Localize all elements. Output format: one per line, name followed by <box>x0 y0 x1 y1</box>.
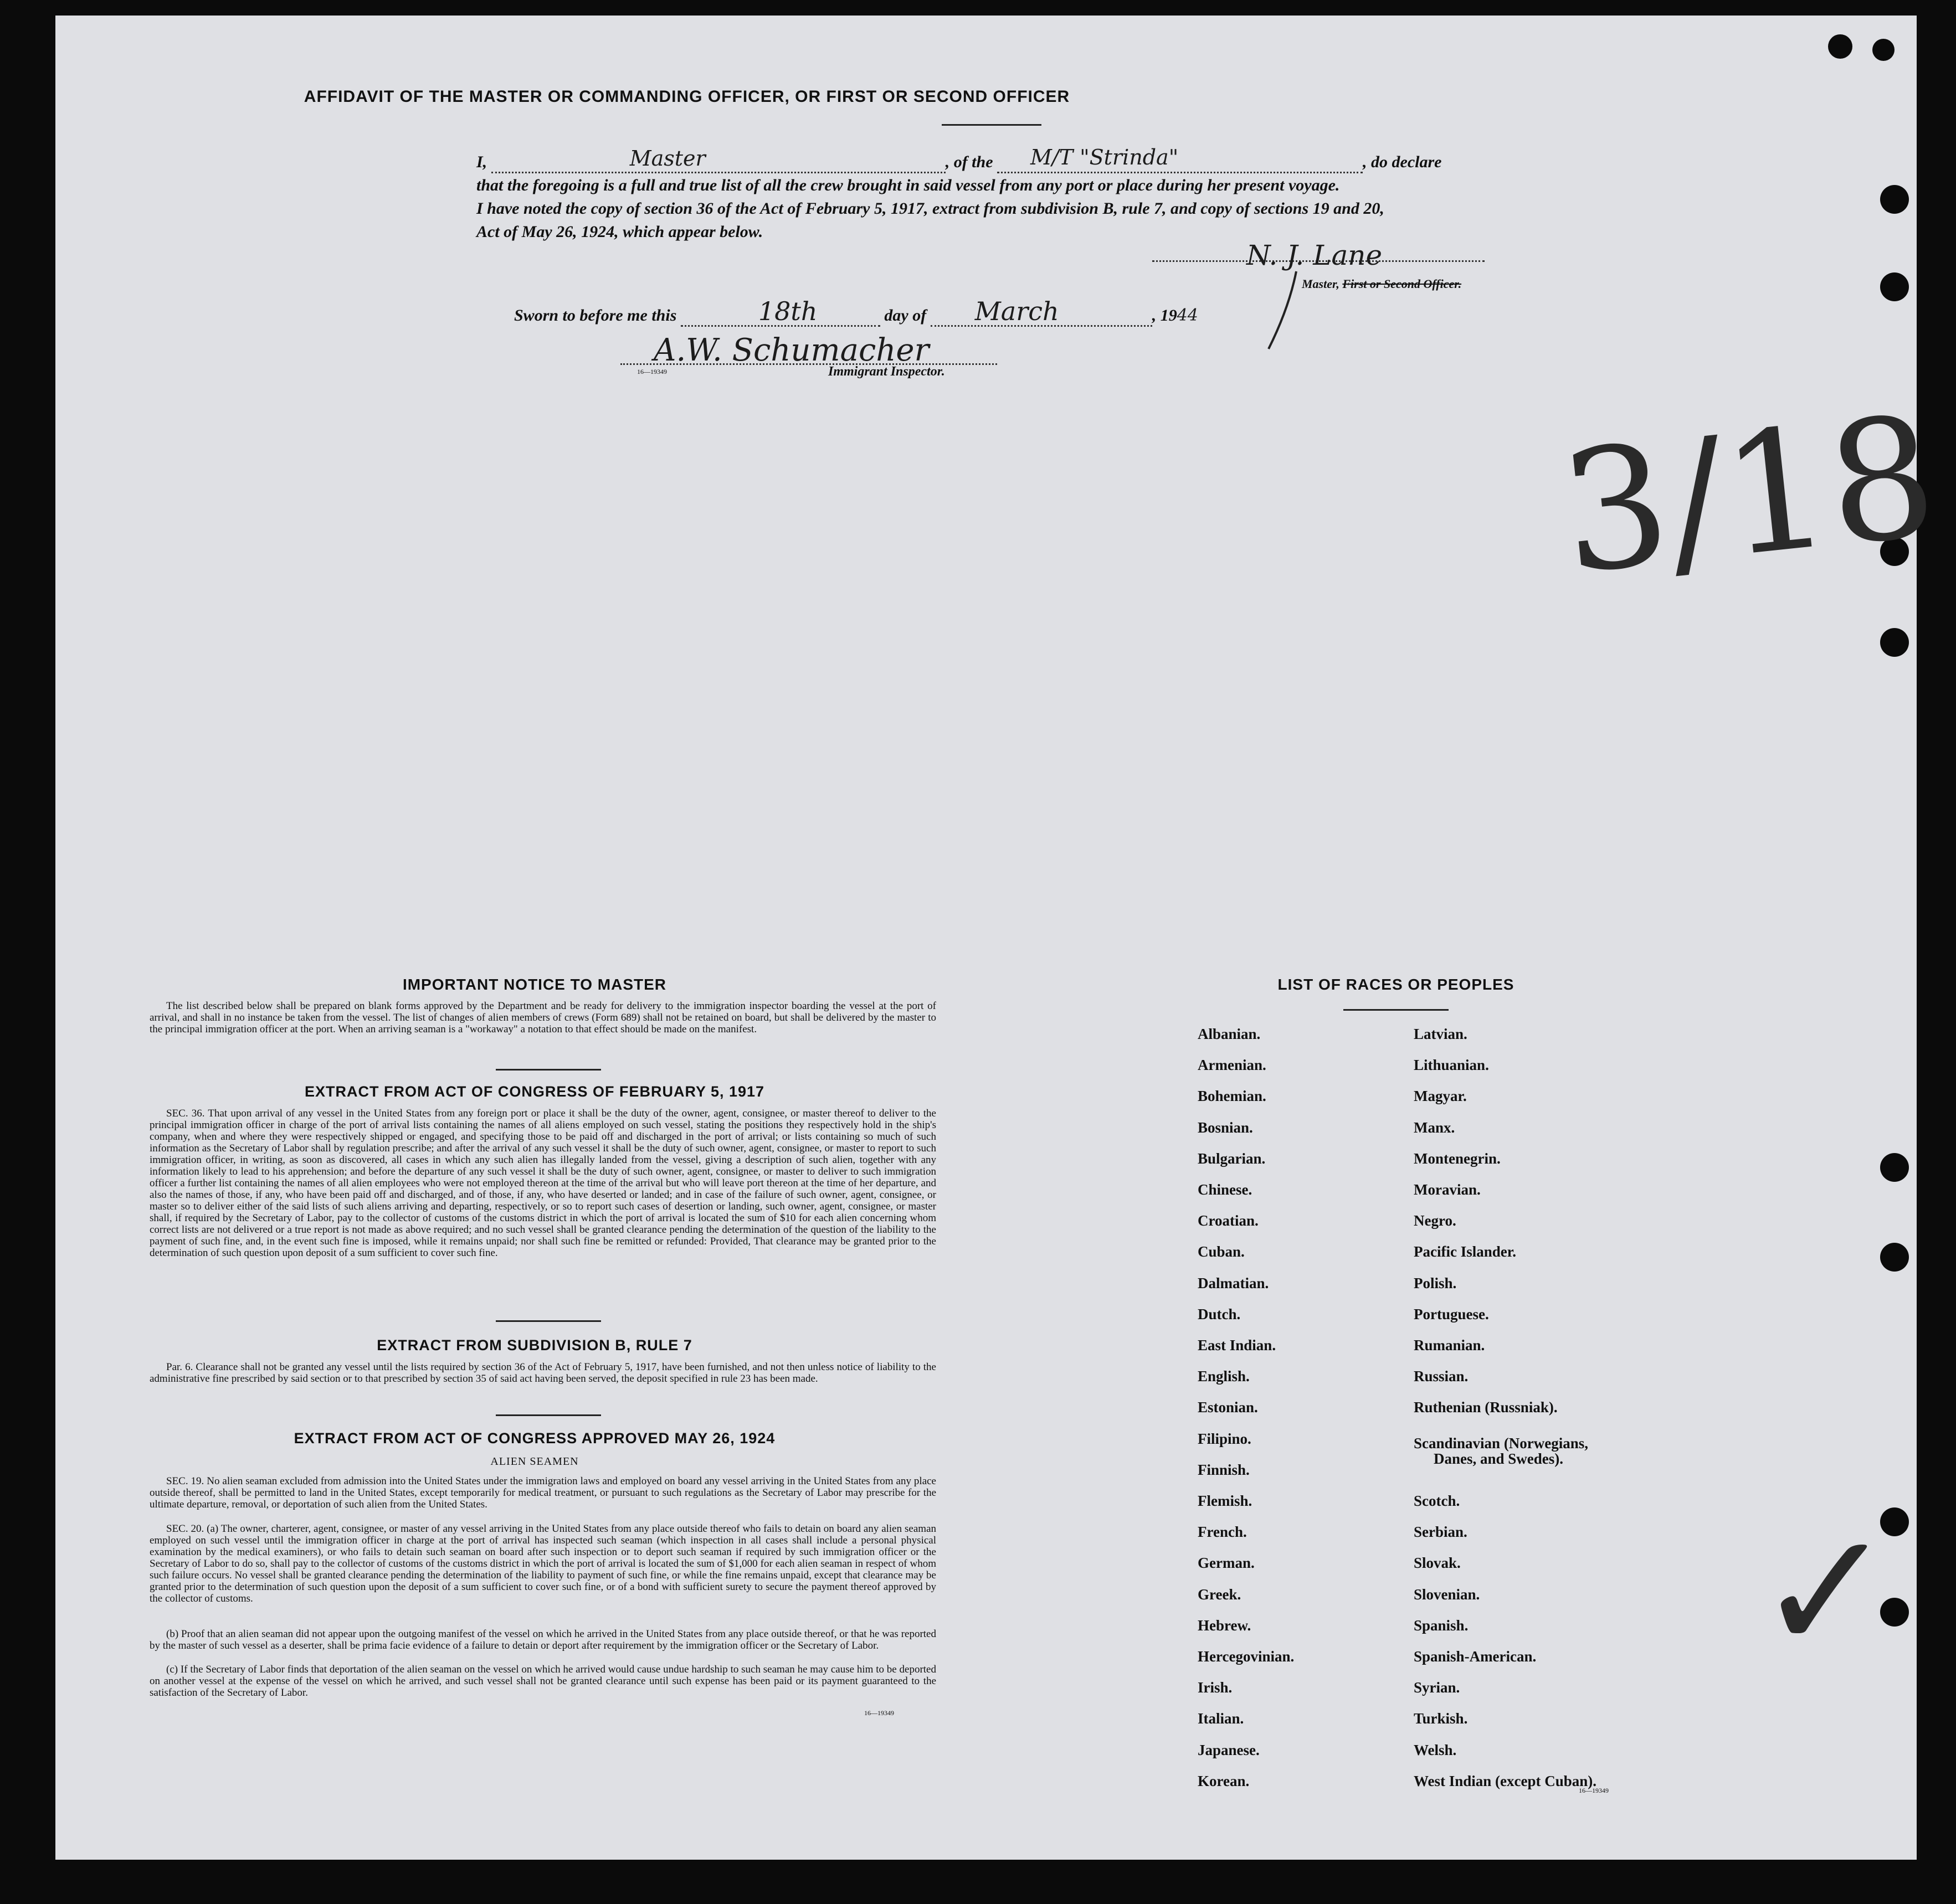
punch-hole <box>1828 34 1852 59</box>
extract3-sec20c: (c) If the Secretary of Labor finds that deportation of the alien seaman on the vessel on which he arrived would cause undue hardship to such seaman he may cause him to be deported on another vessel at the expense of the vessel on which he arrived, and such vessel shall not be granted clearance until such expense has been paid or its payment guaranteed to the satisfaction of the Secretary of Labor. <box>150 1664 936 1699</box>
race-item: Magyar. <box>1414 1088 1467 1105</box>
extract2-text: Par. 6. Clearance shall not be granted any vessel until the lists required by section 36 of the Act of February 5, 1917, have been furnished, and not then unless notice of liability to the administrative fine prescribed by said section or to that prescribed by section 35 of said act having been served, the deposit specified in rule 23 has been made. <box>150 1361 936 1385</box>
race-item: Russian. <box>1414 1368 1469 1385</box>
affidavit-line4: Act of May 26, 1924, which appear below. <box>476 223 763 241</box>
month-field <box>931 296 1152 327</box>
notice-form-number: 16—19349 <box>864 1709 894 1717</box>
race-item: Armenian. <box>1198 1057 1266 1074</box>
extract1-heading: EXTRACT FROM ACT OF CONGRESS OF FEBRUARY 5, 1917 <box>304 1083 765 1100</box>
race-item: Montenegrin. <box>1414 1150 1501 1167</box>
inspector-caption: Immigrant Inspector. <box>828 364 945 379</box>
extract3-subheading: ALIEN SEAMEN <box>490 1455 579 1468</box>
races-form-number: 16—19349 <box>1579 1787 1609 1794</box>
race-item: Cuban. <box>1198 1243 1245 1260</box>
caption-struck: First or Second Officer. <box>1342 277 1462 291</box>
race-item: Portuguese. <box>1414 1305 1489 1322</box>
race-item: Irish. <box>1198 1679 1233 1696</box>
notice-heading: IMPORTANT NOTICE TO MASTER <box>402 976 667 993</box>
race-item: Albanian. <box>1198 1026 1261 1042</box>
signature-caption <box>1302 277 1461 291</box>
notice-divider <box>496 1069 601 1071</box>
race-item: Rumanian. <box>1414 1337 1485 1354</box>
race-item: Bohemian. <box>1198 1088 1266 1105</box>
inspector-signature: A.W. Schumacher <box>654 332 930 368</box>
race-item: Welsh. <box>1414 1741 1457 1758</box>
race-item: Bosnian. <box>1198 1119 1253 1136</box>
master-name-handwritten: Master <box>629 146 706 171</box>
race-item: Greek. <box>1198 1586 1241 1603</box>
race-item: Chinese. <box>1198 1181 1252 1198</box>
race-item: Finnish. <box>1198 1461 1250 1478</box>
race-item: Japanese. <box>1198 1741 1260 1758</box>
sworn-prefix: Sworn to before me this <box>514 306 677 325</box>
race-item: German. <box>1198 1555 1255 1572</box>
race-item: Korean. <box>1198 1772 1250 1789</box>
date-note-handwritten: 3/18 <box>1553 379 1945 611</box>
race-item: Spanish-American. <box>1414 1648 1537 1665</box>
sworn-day-handwritten: 18th <box>758 296 818 326</box>
notice-text: The list described below shall be prepared on blank forms approved by the Department and be ready for delivery to the immigration inspector boarding the vessel at the port of arrival, and shall in no instance be taken from the vessel. The list of changes of alien members of crews (Form 689) shall not be retained on board, but shall be delivered by the master to the principal immigration officer at the port. When an arriving seaman is a "workaway" a notation to that effect should be made on the manifest. <box>150 1000 936 1035</box>
race-item: Serbian. <box>1414 1524 1467 1541</box>
race-item: Lithuanian. <box>1414 1057 1489 1074</box>
race-item: Manx. <box>1414 1119 1455 1136</box>
caption-master: Master, <box>1302 277 1339 291</box>
affidavit-title: AFFIDAVIT OF THE MASTER OR COMMANDING OFFICER, OR FIRST OR SECOND OFFICER <box>304 88 1070 106</box>
race-item: Italian. <box>1198 1710 1244 1727</box>
race-item: Syrian. <box>1414 1679 1460 1696</box>
line1-prefix: I, <box>476 153 487 171</box>
race-item: Filipino. <box>1198 1430 1251 1447</box>
sworn-year-handwritten: 44 <box>1177 306 1198 325</box>
race-item: Pacific Islander. <box>1414 1243 1516 1260</box>
affidavit-form-number: 16—19349 <box>637 368 667 375</box>
extract3-sec20a: SEC. 20. (a) The owner, charterer, agent, consignee, or master of any vessel arriving in the United States from any place outside thereof who fails to detain on board any alien seaman employed on such vessel until the immigration officer in charge at the port of arrival has inspected such seaman (which inspection in all cases shall include a personal physical examination by the medical examiners), or who fails to detain such seaman on board after such inspection or to deport such seaman if required by such immigration officer or the Secretary of Labor to do so, shall pay to the collector of customs of the customs district in which the port of arrival is located the sum of $1,000 for each alien seaman in respect of whom such failure occurs. No vessel shall be granted clearance pending the determination of the liability to payment of such fine, or while the fine remains unpaid, except that clearance may be granted prior to the determination of such question upon the deposit of a sum sufficient to cover such fine, or of a bond with sufficient surety to secure the payment thereof approved by the collector of customs. <box>150 1523 936 1604</box>
race-item: West Indian (except Cuban). <box>1414 1772 1597 1789</box>
race-item: French. <box>1198 1524 1247 1541</box>
race-item: East Indian. <box>1198 1337 1276 1354</box>
punch-hole <box>1880 185 1909 214</box>
race-item: Negro. <box>1414 1212 1456 1229</box>
race-item: Slovenian. <box>1414 1586 1480 1603</box>
day-field <box>681 296 880 327</box>
master-name-field <box>491 146 946 173</box>
race-item: Estonian. <box>1198 1399 1258 1416</box>
punch-hole <box>1872 39 1895 61</box>
line1-suffix: , do declare <box>1363 153 1442 171</box>
title-divider <box>942 124 1041 126</box>
affidavit-line2: that the foregoing is a full and true list of all the crew brought in said vessel from any port or place during her present voyage. <box>476 176 1340 194</box>
vessel-name-handwritten: M/T "Strinda" <box>1030 145 1179 169</box>
extract3-sec20b: (b) Proof that an alien seaman did not appear upon the outgoing manifest of the vessel on which he arrived in the United States from any place outside thereof, or that he was reported by the master of such vessel as a deserter, shall be prima facie evidence of a failure to detain or deport after requirement by the immigration officer or the Secretary of Labor. <box>150 1628 936 1651</box>
affidavit-line1 <box>476 145 1512 173</box>
race-item: English. <box>1198 1368 1250 1385</box>
extract3-sec19: SEC. 19. No alien seaman excluded from admission into the United States under the immigration laws and employed on board any vessel arriving in the United States from any place outside thereof, shall be permitted to land in the United States, except temporarily for medical treatment, or pursuant to such regulations as the Secretary of Labor may prescribe for the ultimate departure, removal, or deportation of such alien from the United States. <box>150 1475 936 1510</box>
sworn-mid: day of <box>884 306 927 325</box>
races-heading: LIST OF RACES OR PEOPLES <box>1277 976 1515 993</box>
punch-hole <box>1880 628 1909 657</box>
extract3-heading: EXTRACT FROM ACT OF CONGRESS APPROVED MAY 26, 1924 <box>294 1430 776 1447</box>
extract1-text: SEC. 36. That upon arrival of any vessel in the United States from any foreign port or place it shall be the duty of the owner, agent, consignee, or master thereof to deliver to the principal immigration officer in charge of the port of arrival lists containing the names of all aliens employed on such vessel, stating the positions they respectively hold in the ship's company, when and where they were respectively shipped or engaged, and specifying those to be paid off and discharged in the port of arrival; or lists containing so much of such information as the Secretary of Labor shall by regulation prescribe; and after the arrival of any such vessel it shall be the duty of such owner, agent, consignee, or master to report to such immigration officer, in writing, as soon as discovered, all cases in which any such alien has illegally landed from the vessel, giving a description of such alien, together with any information likely to lead to his apprehension; and before the departure of any such vessel it shall be the duty of such owner, agent, consignee, or master to deliver to such immigration officer a further list containing the names of all alien employees who were not employed thereon at the time of the arrival but who will leave port thereon at the time of her departure, and also the names of those, if any, who have been paid off and discharged, and of those, if any, who have deserted or landed; and in case of the failure of such owner, agent, consignee, or master so to deliver either of the said lists of such aliens arriving and departing, respectively, or so to report such cases of desertion or landing, such owner, agent, consignee, or master shall, if required by the Secretary of Labor, pay to the collector of customs of the customs district in which the port of arrival is located the sum of $10 for each alien concerning whom correct lists are not delivered or a true report is not made as above required; and no such vessel shall be granted clearance pending the determination of the question of the liability to the payment of such fine, and, in the event such fine is imposed, while it remains unpaid; nor shall such fine be remitted or refunded: Provided, That clearance may be granted prior to the determination of such question upon deposit of a sum sufficient to cover such fine. <box>150 1108 936 1259</box>
punch-hole <box>1880 1153 1909 1182</box>
race-item: Latvian. <box>1414 1026 1467 1042</box>
punch-hole <box>1880 272 1909 301</box>
race-item: Danes, and Swedes). <box>1434 1450 1564 1467</box>
race-item: Bulgarian. <box>1198 1150 1266 1167</box>
line1-mid: , of the <box>945 153 993 171</box>
race-item: Dalmatian. <box>1198 1274 1269 1291</box>
sworn-month-handwritten: March <box>974 296 1059 326</box>
race-item: Turkish. <box>1414 1710 1468 1727</box>
sworn-line <box>514 296 1198 327</box>
extract2-heading: EXTRACT FROM SUBDIVISION B, RULE 7 <box>377 1337 692 1354</box>
sworn-year-prefix: , 19 <box>1152 306 1177 325</box>
extract1-divider <box>496 1320 601 1322</box>
extract2-divider <box>496 1414 601 1416</box>
race-item: Dutch. <box>1198 1305 1241 1322</box>
race-item: Croatian. <box>1198 1212 1259 1229</box>
punch-hole <box>1880 1243 1909 1272</box>
race-item: Polish. <box>1414 1274 1457 1291</box>
signature-flourish <box>1257 266 1313 354</box>
race-item: Scandinavian (Norwegians, <box>1414 1434 1589 1452</box>
officer-signature: N. J. Lane <box>1246 239 1383 271</box>
race-item: Scotch. <box>1414 1493 1460 1509</box>
race-item: Flemish. <box>1198 1493 1252 1509</box>
race-item: Slovak. <box>1414 1555 1461 1572</box>
race-item: Spanish. <box>1414 1617 1469 1634</box>
check-mark-handwritten: ✓ <box>1756 1495 1896 1689</box>
race-item: Moravian. <box>1414 1181 1481 1198</box>
race-item: Hercegovinian. <box>1198 1648 1295 1665</box>
races-divider <box>1343 1009 1449 1011</box>
race-item: Hebrew. <box>1198 1617 1251 1634</box>
race-item: Ruthenian (Russniak). <box>1414 1399 1558 1416</box>
affidavit-line3: I have noted the copy of section 36 of the Act of February 5, 1917, extract from subdivision B, rule 7, and copy of sections 19 and 20, <box>476 199 1384 218</box>
vessel-name-field <box>997 145 1363 173</box>
